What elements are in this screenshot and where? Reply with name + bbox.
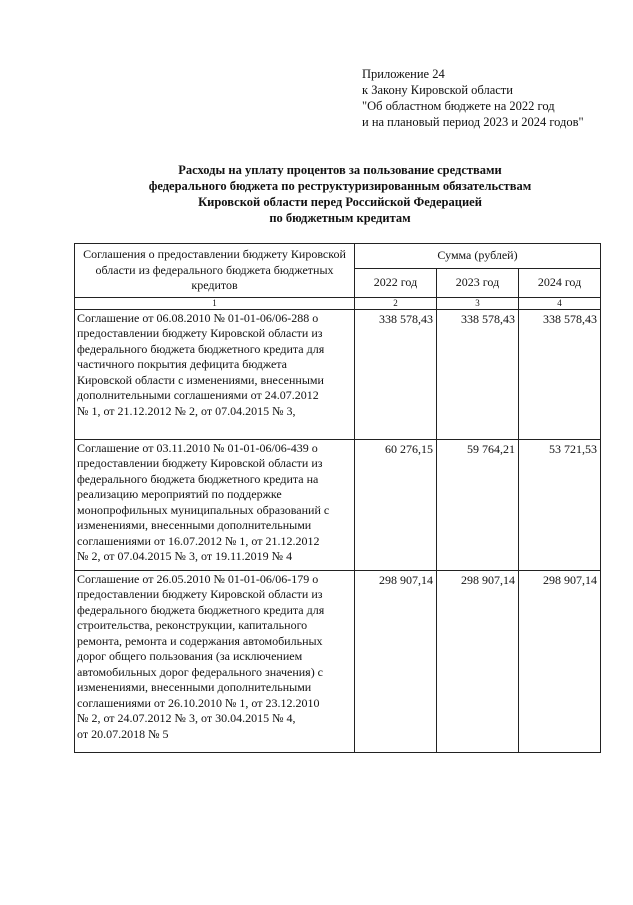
amount-2024: 338 578,43 xyxy=(519,309,601,439)
title-line: федерального бюджета по реструктуризированным обязательствам xyxy=(148,179,532,193)
column-number: 1 xyxy=(75,297,355,309)
description-line: федерального бюджета бюджетного кредита на xyxy=(77,471,319,486)
agreement-description xyxy=(75,309,355,439)
table-row xyxy=(75,570,601,752)
description-line: реализацию мероприятий по поддержке xyxy=(77,487,282,501)
description-line: предоставлении бюджету Кировской области из xyxy=(77,326,323,340)
amount-2022: 60 276,15 xyxy=(355,439,437,570)
agreement-description xyxy=(75,570,355,752)
description-line: Соглашение от 03.11.2010 № 01-01-06/06-439 о xyxy=(77,440,318,455)
amount-2022: 298 907,14 xyxy=(355,570,437,752)
description-line: № 2, от 07.04.2015 № 3, от 19.11.2019 № 4 xyxy=(77,549,293,563)
column-number: 3 xyxy=(437,297,519,309)
description-line: Кировской области с изменениями, внесенными xyxy=(77,372,324,387)
header-year-2023: 2023 год xyxy=(437,268,519,297)
document-title xyxy=(60,162,620,226)
table-row xyxy=(75,439,601,570)
expenses-table xyxy=(74,243,601,753)
description-line: федерального бюджета бюджетного кредита для xyxy=(77,602,325,617)
agreement-description xyxy=(75,439,355,570)
amount-2023: 298 907,14 xyxy=(437,570,519,752)
column-number: 2 xyxy=(355,297,437,309)
description-line: соглашениями от 26.10.2010 № 1, от 23.12.2010 xyxy=(77,695,320,710)
description-line: автомобильных дорог федерального значения) с xyxy=(77,664,324,679)
description-line: № 1, от 21.12.2012 № 2, от 07.04.2015 № 3, xyxy=(77,403,296,418)
header-agreements: Соглашения о предоставлении бюджету Кировской области из федерального бюджета бюджетных кредитов xyxy=(75,244,355,298)
description-line: предоставлении бюджету Кировской области из xyxy=(77,456,323,470)
description-line: № 2, от 24.07.2012 № 3, от 30.04.2015 № 4, xyxy=(77,711,296,725)
description-line: частичного покрытия дефицита бюджета xyxy=(77,357,288,371)
description-line: изменениями, внесенными дополнительными xyxy=(77,518,312,532)
title-line: по бюджетным кредитам xyxy=(269,211,411,225)
title-line: Расходы на уплату процентов за пользование средствами xyxy=(178,163,502,177)
column-number: 4 xyxy=(519,297,601,309)
description-line: строительства, реконструкции, капитального xyxy=(77,618,308,632)
description-line: Соглашение от 06.08.2010 № 01-01-06/06-288 о xyxy=(77,310,319,325)
header-year-2022: 2022 год xyxy=(355,268,437,297)
appendix-line: и на плановый период 2023 и 2024 годов" xyxy=(362,115,584,129)
amount-2024: 298 907,14 xyxy=(519,570,601,752)
description-line: федерального бюджета бюджетного кредита для xyxy=(77,341,325,356)
description-line: монопрофильных муниципальных образований с xyxy=(77,502,330,517)
appendix-note xyxy=(362,66,584,130)
table-row xyxy=(75,309,601,439)
amount-2023: 59 764,21 xyxy=(437,439,519,570)
amount-2022: 338 578,43 xyxy=(355,309,437,439)
description-line: Соглашение от 26.05.2010 № 01-01-06/06-179 о xyxy=(77,571,319,586)
amount-2024: 53 721,53 xyxy=(519,439,601,570)
description-line: дополнительными соглашениями от 24.07.2012 xyxy=(77,388,319,402)
amount-2023: 338 578,43 xyxy=(437,309,519,439)
header-sum: Сумма (рублей) xyxy=(355,244,601,269)
appendix-line: Приложение 24 xyxy=(362,67,445,81)
description-line: соглашениями от 16.07.2012 № 1, от 21.12.2012 xyxy=(77,533,320,548)
description-line: дорог общего пользования (за исключением xyxy=(77,649,303,663)
description-line: предоставлении бюджету Кировской области из xyxy=(77,587,323,601)
header-year-2024: 2024 год xyxy=(519,268,601,297)
appendix-line: к Закону Кировской области xyxy=(362,83,513,97)
description-line: изменениями, внесенными дополнительными xyxy=(77,680,312,694)
appendix-line: "Об областном бюджете на 2022 год xyxy=(362,99,555,113)
title-line: Кировской области перед Российской Федерацией xyxy=(198,195,482,209)
description-line: ремонта, ремонта и содержания автомобильных xyxy=(77,633,323,648)
description-line: от 20.07.2018 № 5 xyxy=(77,726,169,741)
